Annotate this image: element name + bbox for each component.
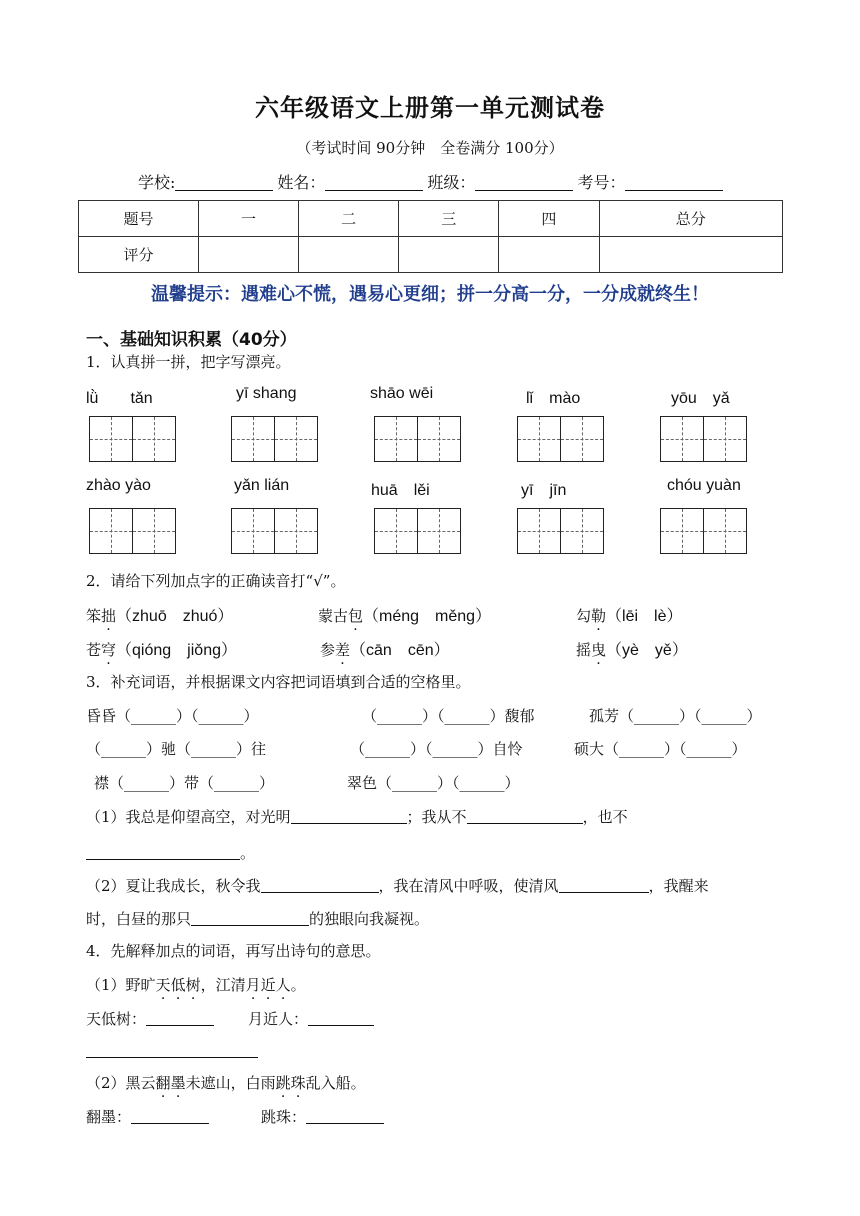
writing-grid[interactable] xyxy=(660,416,746,462)
dotted-char: 墨 xyxy=(170,1074,186,1092)
poem-line-2 xyxy=(86,1072,366,1093)
fill-word[interactable]: 翠色（______）（______） xyxy=(347,774,520,792)
dotted-char: 包 xyxy=(348,607,364,625)
question-4: 4．先解释加点的词语，再写出诗句的意思。 xyxy=(86,942,381,960)
grid-cell[interactable] xyxy=(231,416,275,462)
writing-grid[interactable] xyxy=(89,416,175,462)
item-text: 摇 xyxy=(576,641,592,659)
score-row-label: 评分 xyxy=(79,237,199,273)
question-3: 3．补充词语，并根据课文内容把词语填到合适的空格里。 xyxy=(86,673,471,691)
poem-text: 。 xyxy=(290,976,306,994)
grid-cell[interactable] xyxy=(374,508,418,554)
poem-text: （2）黑云 xyxy=(86,1074,156,1092)
grid-cell[interactable] xyxy=(231,508,275,554)
answer-blank[interactable] xyxy=(308,1010,374,1026)
grid-cell[interactable] xyxy=(417,416,461,462)
pinyin-label: yǎn lián xyxy=(234,477,290,494)
dotted-char: 勒 xyxy=(591,607,607,625)
reading-item[interactable] xyxy=(86,603,233,626)
writing-grid[interactable] xyxy=(374,416,460,462)
pinyin-options: （lēi lè） xyxy=(606,608,683,625)
term-label: 天低树： xyxy=(86,1010,147,1028)
fill-word[interactable]: 孤芳（______）（______） xyxy=(589,707,762,725)
dotted-char: 曳 xyxy=(591,641,607,659)
grid-cell[interactable] xyxy=(517,416,561,462)
exam-subtitle: （考试时间 90分钟 全卷满分 100分） xyxy=(296,139,564,157)
grid-cell[interactable] xyxy=(560,416,604,462)
poem-text: （1）野旷 xyxy=(86,976,156,994)
pinyin-options: （zhuō zhuó） xyxy=(116,608,234,625)
reading-item[interactable] xyxy=(576,637,688,660)
writing-grid[interactable] xyxy=(89,508,175,554)
term-label: 翻墨： xyxy=(86,1108,132,1126)
grid-cell[interactable] xyxy=(374,416,418,462)
school-field[interactable] xyxy=(175,174,273,191)
pinyin-label: chóu yuàn xyxy=(667,477,741,494)
grid-cell[interactable] xyxy=(703,416,747,462)
writing-grid[interactable] xyxy=(374,508,460,554)
score-table-header xyxy=(79,201,783,237)
score-table xyxy=(78,200,783,273)
question-2: 2．请给下列加点字的正确读音打“√”。 xyxy=(86,572,346,590)
explain-line-1 xyxy=(86,1008,374,1029)
fill-word[interactable]: （______）驰（______）往 xyxy=(86,740,267,758)
pinyin-options: （cān cēn） xyxy=(350,642,450,659)
reading-item[interactable] xyxy=(318,603,491,626)
sentence-2-cont xyxy=(86,908,429,929)
pinyin-label: shāo wēi xyxy=(370,385,434,402)
meaning-line xyxy=(86,1042,258,1060)
grid-cell[interactable] xyxy=(660,508,704,554)
item-text: 参 xyxy=(320,641,336,659)
dotted-char: 穹 xyxy=(101,641,117,659)
name-label: 姓名： xyxy=(277,173,326,192)
writing-grid[interactable] xyxy=(231,508,317,554)
grid-cell[interactable] xyxy=(132,508,176,554)
pinyin-label: zhào yào xyxy=(86,477,151,494)
answer-blank[interactable] xyxy=(261,877,379,893)
item-text: 笨 xyxy=(86,607,102,625)
grid-cell[interactable] xyxy=(703,508,747,554)
pinyin-options: （qióng jiǒng） xyxy=(116,642,237,659)
writing-grid[interactable] xyxy=(517,508,603,554)
poem-text: 未遮山，白雨 xyxy=(185,1074,276,1092)
grid-cell[interactable] xyxy=(517,508,561,554)
sentence-1 xyxy=(86,806,628,827)
sentence-2 xyxy=(86,875,709,896)
warm-tip: 温馨提示：遇难心不慌，遇易心更细；拼一分高一分，一分成就终生！ xyxy=(151,284,709,305)
dotted-char: 差 xyxy=(335,641,351,659)
fill-word[interactable]: 硕大（______）（______） xyxy=(574,740,747,758)
term-label: 月近人： xyxy=(248,1010,309,1028)
answer-blank[interactable] xyxy=(86,844,240,860)
dotted-char: 树 xyxy=(185,976,201,994)
score-cell[interactable] xyxy=(499,237,599,273)
header-cell: 四 xyxy=(499,201,599,237)
sentence-text: ，我在清风中呼吸，使清风 xyxy=(378,877,559,895)
sentence-text: ，也不 xyxy=(582,808,628,826)
pinyin-label: huā lěi xyxy=(371,482,430,499)
poem-text: 乱入船。 xyxy=(305,1074,366,1092)
class-field[interactable] xyxy=(475,174,573,191)
grid-cell[interactable] xyxy=(417,508,461,554)
fill-word[interactable]: 襟（______）带（______） xyxy=(94,774,275,792)
writing-grid[interactable] xyxy=(231,416,317,462)
pinyin-label: lǐ mào xyxy=(526,390,581,407)
pinyin-label: yī jīn xyxy=(521,482,567,499)
dotted-char: 翻 xyxy=(155,1074,171,1092)
score-cell[interactable] xyxy=(399,237,499,273)
answer-blank[interactable] xyxy=(467,808,583,824)
sentence-1-cont xyxy=(86,842,255,863)
score-table-row xyxy=(79,237,783,273)
dotted-char: 低 xyxy=(170,976,186,994)
poem-text: ，江清 xyxy=(200,976,246,994)
question-1: 1．认真拼一拼，把字写漂亮。 xyxy=(86,353,291,371)
grid-cell[interactable] xyxy=(660,416,704,462)
grid-cell[interactable] xyxy=(274,416,318,462)
item-text: 蒙古 xyxy=(318,607,349,625)
grid-cell[interactable] xyxy=(89,416,133,462)
answer-blank[interactable] xyxy=(191,910,309,926)
fill-word[interactable]: （______）（______）馥郁 xyxy=(362,707,535,725)
sentence-text: （1）我总是仰望高空，对光明 xyxy=(86,808,291,826)
writing-grid[interactable] xyxy=(660,508,746,554)
dotted-char: 近 xyxy=(260,976,276,994)
grid-cell[interactable] xyxy=(132,416,176,462)
school-label: 学校: xyxy=(138,173,176,192)
item-text: 苍 xyxy=(86,641,102,659)
header-cell: 二 xyxy=(299,201,399,237)
answer-blank[interactable] xyxy=(146,1010,214,1026)
answer-blank[interactable] xyxy=(131,1108,209,1124)
dotted-char: 人 xyxy=(275,976,291,994)
reading-item[interactable] xyxy=(576,603,683,626)
reading-item[interactable] xyxy=(320,637,450,660)
term-label: 跳珠： xyxy=(261,1108,307,1126)
dotted-char: 拙 xyxy=(101,607,117,625)
grid-cell[interactable] xyxy=(89,508,133,554)
reading-item[interactable] xyxy=(86,637,237,660)
answer-blank[interactable] xyxy=(291,808,407,824)
score-cell[interactable] xyxy=(299,237,399,273)
sentence-text: （2）夏让我成长，秋令我 xyxy=(86,877,261,895)
answer-blank[interactable] xyxy=(559,877,649,893)
writing-grid[interactable] xyxy=(517,416,603,462)
class-label: 班级： xyxy=(427,173,476,192)
header-cell: 三 xyxy=(399,201,499,237)
explain-line-2 xyxy=(86,1106,384,1127)
dotted-char: 跳 xyxy=(275,1074,291,1092)
dotted-char: 珠 xyxy=(290,1074,306,1092)
poem-line-1 xyxy=(86,974,306,995)
dotted-char: 天 xyxy=(155,976,171,994)
pinyin-label: lǜ tǎn xyxy=(86,390,153,407)
sentence-text: ，我醒来 xyxy=(648,877,709,895)
section-heading: 一、基础知识积累（40分） xyxy=(86,330,297,350)
grid-cell[interactable] xyxy=(560,508,604,554)
header-cell: 题号 xyxy=(79,201,199,237)
pinyin-options: （méng měng） xyxy=(363,608,492,625)
score-cell[interactable] xyxy=(199,237,299,273)
student-info xyxy=(138,170,727,193)
score-cell[interactable] xyxy=(599,237,783,273)
header-cell: 总分 xyxy=(599,201,783,237)
pinyin-options: （yè yě） xyxy=(606,642,688,659)
answer-blank[interactable] xyxy=(306,1108,384,1124)
number-field[interactable] xyxy=(625,174,723,191)
dotted-char: 月 xyxy=(245,976,261,994)
sentence-text: 。 xyxy=(240,844,256,862)
page-title: 六年级语文上册第一单元测试卷 xyxy=(255,94,605,122)
sentence-text: 的独眼向我凝视。 xyxy=(309,910,430,928)
header-cell: 一 xyxy=(199,201,299,237)
pinyin-label: yōu yǎ xyxy=(671,390,730,407)
fill-word[interactable]: （______）（______）自怜 xyxy=(350,740,523,758)
name-field[interactable] xyxy=(325,174,423,191)
answer-blank[interactable] xyxy=(86,1042,258,1058)
pinyin-label: yī shang xyxy=(236,385,297,402)
number-label: 考号： xyxy=(577,173,626,192)
grid-cell[interactable] xyxy=(274,508,318,554)
sentence-text: 时，白昼的那只 xyxy=(86,910,192,928)
sentence-text: ；我从不 xyxy=(406,808,467,826)
fill-word[interactable]: 昏昏（______）（______） xyxy=(86,707,259,725)
item-text: 勾 xyxy=(576,607,592,625)
